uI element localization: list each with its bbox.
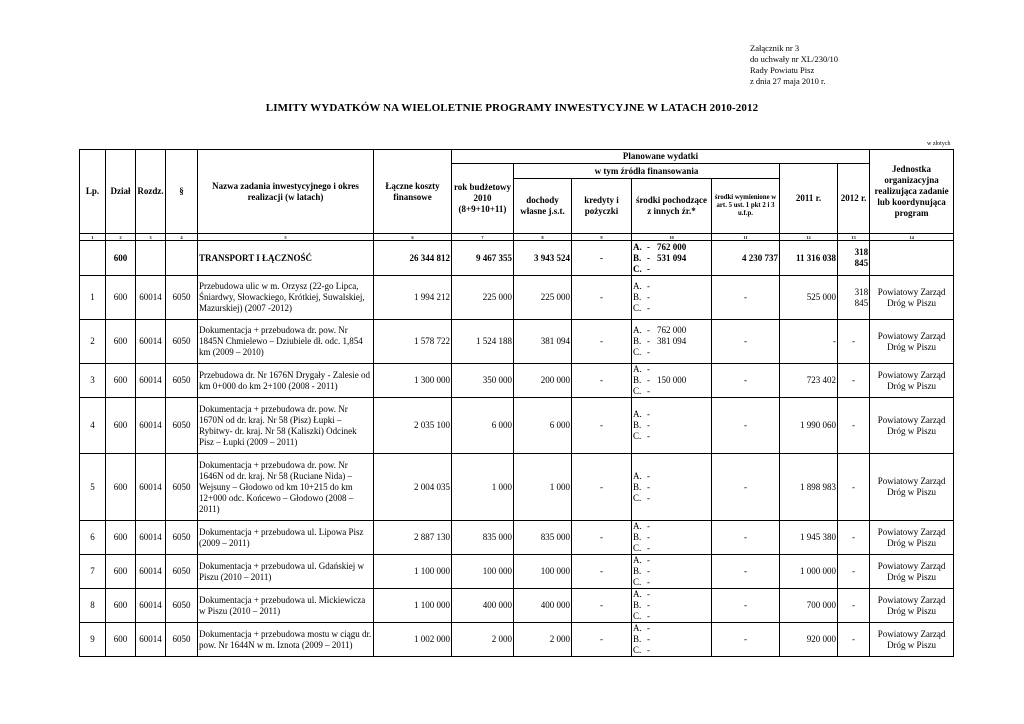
- dzial-cell: 600: [106, 623, 136, 657]
- dzial-cell: 600: [106, 364, 136, 398]
- source-letter: B.: [633, 420, 642, 430]
- paragraph-cell: 6050: [166, 364, 198, 398]
- source-letter: B.: [633, 634, 642, 644]
- year-2011-cell: -: [780, 320, 838, 364]
- task-name-cell: Przebudowa dr. Nr 1676N Drygały - Zalesie od km 0+000 do km 2+100 (2008 - 2011): [198, 364, 374, 398]
- source-letter: A.: [633, 521, 642, 531]
- paragraph-cell: 6050: [166, 398, 198, 454]
- own-income-cell: 2 000: [514, 623, 572, 657]
- source-line: [633, 253, 710, 264]
- task-name-cell: Dokumentacja + przebudowa mostu w ciągu dr. pow. Nr 1644N w m. Iznota (2009 – 2011): [198, 623, 374, 657]
- paragraph-cell: [166, 241, 198, 276]
- rozdz-cell: 60014: [136, 521, 166, 555]
- task-name-cell: Przebudowa ulic w m. Orzysz (22-go Lipca, Śniardwy, Słowackiego, Krótkiej, Suwalskiej, Mazurskiej) (2007 -2012): [198, 276, 374, 320]
- total-cost-cell: 1 994 212: [374, 276, 452, 320]
- paragraph-cell: 6050: [166, 521, 198, 555]
- source-line: [633, 336, 710, 347]
- header-2011: 2011 r.: [780, 164, 838, 234]
- year-2012-cell: -: [838, 555, 870, 589]
- column-number: 4: [166, 234, 198, 241]
- source-dash: -: [647, 303, 650, 313]
- source-letter: C.: [633, 347, 642, 357]
- source-letter: B.: [633, 375, 642, 385]
- attachment-line: Załącznik nr 3: [750, 43, 800, 53]
- source-letter: C.: [633, 492, 642, 503]
- year-2012-cell: -: [838, 364, 870, 398]
- source-line: [633, 281, 710, 292]
- own-income-cell: 400 000: [514, 589, 572, 623]
- other-sources-breakdown: [632, 241, 712, 276]
- header-task-name: Nazwa zadania inwestycyjnego i okres realizacji (w latach): [198, 150, 374, 234]
- header-total-cost: Łączne koszty finansowe: [374, 150, 452, 234]
- header-other-sources: środki pochodzące z innych źr.*: [632, 179, 712, 234]
- rozdz-cell: [136, 241, 166, 276]
- organization-cell: Powiatowy Zarząd Dróg w Piszu: [870, 555, 954, 589]
- column-number: 2: [106, 234, 136, 241]
- source-line: [633, 589, 710, 600]
- source-line: [633, 566, 710, 577]
- source-line: [633, 386, 710, 397]
- budget-year-cell: 225 000: [452, 276, 514, 320]
- budget-year-cell: 9 467 355: [452, 241, 514, 276]
- source-letter: C.: [633, 431, 642, 441]
- other-sources-breakdown: [632, 276, 712, 320]
- column-number: 13: [838, 234, 870, 241]
- source-line: [633, 634, 710, 645]
- source-line: [633, 375, 710, 386]
- source-line: [633, 577, 710, 588]
- year-2011-cell: 723 402: [780, 364, 838, 398]
- year-2011-cell: 11 316 038: [780, 241, 838, 276]
- dzial-cell: 600: [106, 589, 136, 623]
- total-cost-cell: 1 100 000: [374, 589, 452, 623]
- credits-cell: -: [572, 555, 632, 589]
- lp-cell: 3: [80, 364, 106, 398]
- source-letter: C.: [633, 303, 642, 313]
- own-income-cell: 3 943 524: [514, 241, 572, 276]
- source-dash: -: [647, 347, 650, 357]
- source-line: [633, 431, 710, 442]
- year-2011-cell: 1 898 983: [780, 454, 838, 521]
- task-name-cell: Dokumentacja + przebudowa ul. Gdańskiej w Piszu (2010 – 2011): [198, 555, 374, 589]
- organization-cell: Powiatowy Zarząd Dróg w Piszu: [870, 521, 954, 555]
- organization-cell: Powiatowy Zarząd Dróg w Piszu: [870, 364, 954, 398]
- source-letter: C.: [633, 611, 642, 621]
- column-number: 8: [514, 234, 572, 241]
- source-letter: B.: [633, 292, 642, 302]
- lp-cell: 4: [80, 398, 106, 454]
- lp-cell: 5: [80, 454, 106, 521]
- source-dash: -: [647, 263, 650, 274]
- credits-cell: -: [572, 241, 632, 276]
- column-number: 9: [572, 234, 632, 241]
- source-dash: -: [647, 420, 650, 430]
- art5-cell: -: [712, 555, 780, 589]
- lp-cell: [80, 241, 106, 276]
- year-2012-cell: 318 845: [838, 276, 870, 320]
- paragraph-cell: 6050: [166, 589, 198, 623]
- total-cost-cell: 1 578 722: [374, 320, 452, 364]
- source-letter: B.: [633, 566, 642, 576]
- organization-cell: Powiatowy Zarząd Dróg w Piszu: [870, 276, 954, 320]
- source-amount: 381 094: [657, 336, 687, 346]
- own-income-cell: 200 000: [514, 364, 572, 398]
- source-line: [633, 242, 710, 253]
- budget-year-cell: 350 000: [452, 364, 514, 398]
- source-dash: -: [647, 577, 650, 587]
- year-2011-cell: 700 000: [780, 589, 838, 623]
- total-cost-cell: 2 004 035: [374, 454, 452, 521]
- source-letter: A.: [633, 589, 642, 599]
- source-dash: -: [647, 364, 650, 374]
- budget-year-cell: 1 000: [452, 454, 514, 521]
- lp-cell: 1: [80, 276, 106, 320]
- source-line: [633, 482, 710, 493]
- task-name-cell: Dokumentacja + przebudowa dr. pow. Nr 1845N Chmielewo – Dziubiele dł. odc. 1,854 km (2009 – 2010): [198, 320, 374, 364]
- credits-cell: -: [572, 276, 632, 320]
- own-income-cell: 835 000: [514, 521, 572, 555]
- year-2012-cell: -: [838, 454, 870, 521]
- budget-year-cell: 835 000: [452, 521, 514, 555]
- column-number-row: [80, 234, 954, 241]
- other-sources-breakdown: [632, 320, 712, 364]
- source-letter: A.: [633, 623, 642, 633]
- source-dash: -: [647, 336, 650, 346]
- total-cost-cell: 1 300 000: [374, 364, 452, 398]
- source-dash: -: [647, 543, 650, 553]
- source-amount: 150 000: [657, 375, 687, 385]
- dzial-cell: 600: [106, 521, 136, 555]
- source-dash: -: [647, 386, 650, 396]
- art5-cell: -: [712, 589, 780, 623]
- summary-row: [80, 241, 954, 276]
- table-row: [80, 521, 954, 555]
- source-dash: -: [647, 521, 650, 531]
- header-lp: Lp.: [80, 150, 106, 234]
- art5-cell: 4 230 737: [712, 241, 780, 276]
- rozdz-cell: 60014: [136, 454, 166, 521]
- credits-cell: -: [572, 320, 632, 364]
- source-letter: B.: [633, 336, 642, 346]
- art5-cell: -: [712, 521, 780, 555]
- column-number: 11: [712, 234, 780, 241]
- lp-cell: 2: [80, 320, 106, 364]
- table-row: [80, 398, 954, 454]
- attachment-line: do uchwały nr XL/230/10: [750, 54, 839, 64]
- art5-cell: -: [712, 364, 780, 398]
- currency-unit: w złotych: [927, 141, 951, 147]
- source-dash: -: [647, 325, 650, 335]
- source-dash: -: [647, 409, 650, 419]
- other-sources-breakdown: [632, 589, 712, 623]
- attachment-line: z dnia 27 maja 2010 r.: [750, 76, 826, 86]
- other-sources-breakdown: [632, 521, 712, 555]
- year-2011-cell: 1 000 000: [780, 555, 838, 589]
- table-row: [80, 555, 954, 589]
- source-line: [633, 325, 710, 336]
- other-sources-breakdown: [632, 398, 712, 454]
- dzial-cell: 600: [106, 454, 136, 521]
- year-2011-cell: 1 990 060: [780, 398, 838, 454]
- other-sources-breakdown: [632, 555, 712, 589]
- art5-cell: -: [712, 398, 780, 454]
- source-line: [633, 600, 710, 611]
- source-letter: A.: [633, 364, 642, 374]
- header-planned-expenses: Planowane wydatki: [452, 150, 870, 164]
- credits-cell: -: [572, 398, 632, 454]
- source-dash: -: [647, 555, 650, 565]
- source-dash: -: [647, 623, 650, 633]
- source-dash: -: [647, 292, 650, 302]
- source-line: [633, 493, 710, 504]
- organization-cell: Powiatowy Zarząd Dróg w Piszu: [870, 398, 954, 454]
- credits-cell: -: [572, 454, 632, 521]
- source-letter: B.: [633, 252, 642, 263]
- header-budget-year: rok budżetowy 2010 (8+9+10+11): [452, 164, 514, 234]
- rozdz-cell: 60014: [136, 589, 166, 623]
- source-letter: B.: [633, 600, 642, 610]
- own-income-cell: 6 000: [514, 398, 572, 454]
- table-row: [80, 623, 954, 657]
- header-funding-sources: w tym źródła finansowania: [514, 164, 780, 179]
- art5-cell: -: [712, 623, 780, 657]
- paragraph-cell: 6050: [166, 555, 198, 589]
- dzial-cell: 600: [106, 241, 136, 276]
- source-letter: C.: [633, 386, 642, 396]
- source-dash: -: [647, 611, 650, 621]
- column-number: 14: [870, 234, 954, 241]
- source-dash: -: [647, 589, 650, 599]
- art5-cell: -: [712, 454, 780, 521]
- organization-cell: Powiatowy Zarząd Dróg w Piszu: [870, 589, 954, 623]
- organization-cell: [870, 241, 954, 276]
- total-cost-cell: 2 887 130: [374, 521, 452, 555]
- total-cost-cell: 1 002 000: [374, 623, 452, 657]
- source-letter: A.: [633, 241, 642, 252]
- column-number: 7: [452, 234, 514, 241]
- budget-year-cell: 1 524 188: [452, 320, 514, 364]
- header-rozdz: Rozdz.: [136, 150, 166, 234]
- source-letter: A.: [633, 281, 642, 291]
- table-row: [80, 454, 954, 521]
- task-name-cell: Dokumentacja + przebudowa dr. pow. Nr 1670N od dr. kraj. Nr 58 (Pisz) Łupki – Rybitwy- dr. kraj. Nr 58 (Kaliszki) Odcinek Pisz – Łupki (2009 – 2011): [198, 398, 374, 454]
- source-dash: -: [647, 481, 650, 492]
- paragraph-cell: 6050: [166, 320, 198, 364]
- year-2012-cell: -: [838, 398, 870, 454]
- source-letter: C.: [633, 543, 642, 553]
- lp-cell: 7: [80, 555, 106, 589]
- art5-cell: -: [712, 320, 780, 364]
- budget-year-cell: 100 000: [452, 555, 514, 589]
- lp-cell: 8: [80, 589, 106, 623]
- source-letter: B.: [633, 532, 642, 542]
- header-dzial: Dział: [106, 150, 136, 234]
- budget-year-cell: 6 000: [452, 398, 514, 454]
- credits-cell: -: [572, 364, 632, 398]
- source-dash: -: [647, 532, 650, 542]
- task-name-cell: TRANSPORT I ŁĄCZNOŚĆ: [198, 241, 374, 276]
- budget-year-cell: 2 000: [452, 623, 514, 657]
- credits-cell: -: [572, 623, 632, 657]
- dzial-cell: 600: [106, 398, 136, 454]
- year-2011-cell: 920 000: [780, 623, 838, 657]
- total-cost-cell: 1 100 000: [374, 555, 452, 589]
- source-letter: A.: [633, 470, 642, 481]
- source-line: [633, 409, 710, 420]
- table-row: [80, 364, 954, 398]
- year-2012-cell: -: [838, 521, 870, 555]
- year-2012-cell: -: [838, 589, 870, 623]
- task-name-cell: Dokumentacja + przebudowa dr. pow. Nr 1646N od dr. kraj. Nr 58 (Ruciane Nida) – Wejsuny – Głodowo od km 10+215 do km 12+000 odc. Końcewo – Głodowo (2008 – 2011): [198, 454, 374, 521]
- source-line: [633, 555, 710, 566]
- source-dash: -: [647, 566, 650, 576]
- source-amount: 531 094: [657, 252, 687, 263]
- source-amount: 762 000: [657, 325, 687, 335]
- header-art5-funds: środki wymienione w art. 5 ust. 1 pkt 2 i 3 u.f.p.: [712, 179, 780, 234]
- column-number: 5: [198, 234, 374, 241]
- document-title: LIMITY WYDATKÓW NA WIELOLETNIE PROGRAMY INWESTYCYJNE W LATACH 2010-2012: [265, 102, 759, 114]
- rozdz-cell: 60014: [136, 276, 166, 320]
- budget-year-cell: 400 000: [452, 589, 514, 623]
- source-line: [633, 645, 710, 656]
- total-cost-cell: 2 035 100: [374, 398, 452, 454]
- source-line: [633, 471, 710, 482]
- source-amount: 762 000: [657, 241, 687, 252]
- table-row: [80, 589, 954, 623]
- own-income-cell: 1 000: [514, 454, 572, 521]
- column-number: 1: [80, 234, 106, 241]
- other-sources-breakdown: [632, 623, 712, 657]
- paragraph-cell: 6050: [166, 623, 198, 657]
- header-paragraph: §: [166, 150, 198, 234]
- rozdz-cell: 60014: [136, 555, 166, 589]
- source-dash: -: [647, 375, 650, 385]
- source-line: [633, 521, 710, 532]
- source-dash: -: [647, 281, 650, 291]
- source-line: [633, 543, 710, 554]
- attachment-line: Rady Powiatu Pisz: [750, 65, 815, 75]
- source-line: [633, 532, 710, 543]
- year-2012-cell: -: [838, 320, 870, 364]
- source-letter: A.: [633, 325, 642, 335]
- source-line: [633, 303, 710, 314]
- year-2011-cell: 525 000: [780, 276, 838, 320]
- task-name-cell: Dokumentacja + przebudowa ul. Mickiewicza w Piszu (2010 – 2011): [198, 589, 374, 623]
- year-2012-cell: 318 845: [838, 241, 870, 276]
- source-letter: C.: [633, 645, 642, 655]
- source-line: [633, 420, 710, 431]
- source-dash: -: [647, 431, 650, 441]
- dzial-cell: 600: [106, 555, 136, 589]
- rozdz-cell: 60014: [136, 623, 166, 657]
- total-cost-cell: 26 344 812: [374, 241, 452, 276]
- year-2011-cell: 1 945 380: [780, 521, 838, 555]
- source-line: [633, 623, 710, 634]
- source-letter: A.: [633, 555, 642, 565]
- source-line: [633, 292, 710, 303]
- table-row: [80, 276, 954, 320]
- art5-cell: -: [712, 276, 780, 320]
- own-income-cell: 225 000: [514, 276, 572, 320]
- source-dash: -: [647, 241, 650, 252]
- own-income-cell: 381 094: [514, 320, 572, 364]
- investment-limits-table: [79, 149, 954, 657]
- year-2012-cell: -: [838, 623, 870, 657]
- rozdz-cell: 60014: [136, 320, 166, 364]
- organization-cell: Powiatowy Zarząd Dróg w Piszu: [870, 454, 954, 521]
- source-dash: -: [647, 470, 650, 481]
- dzial-cell: 600: [106, 276, 136, 320]
- source-dash: -: [647, 252, 650, 263]
- table-row: [80, 320, 954, 364]
- dzial-cell: 600: [106, 320, 136, 364]
- source-line: [633, 611, 710, 622]
- column-number: 12: [780, 234, 838, 241]
- organization-cell: Powiatowy Zarząd Dróg w Piszu: [870, 320, 954, 364]
- source-letter: C.: [633, 577, 642, 587]
- header-2012: 2012 r.: [838, 164, 870, 234]
- header-credits: kredyty i pożyczki: [572, 179, 632, 234]
- organization-cell: Powiatowy Zarząd Dróg w Piszu: [870, 623, 954, 657]
- paragraph-cell: 6050: [166, 454, 198, 521]
- source-letter: A.: [633, 409, 642, 419]
- attachment-note: [750, 43, 838, 87]
- source-dash: -: [647, 645, 650, 655]
- lp-cell: 9: [80, 623, 106, 657]
- own-income-cell: 100 000: [514, 555, 572, 589]
- source-dash: -: [647, 634, 650, 644]
- column-number: 3: [136, 234, 166, 241]
- paragraph-cell: 6050: [166, 276, 198, 320]
- rozdz-cell: 60014: [136, 398, 166, 454]
- other-sources-breakdown: [632, 454, 712, 521]
- lp-cell: 6: [80, 521, 106, 555]
- task-name-cell: Dokumentacja + przebudowa ul. Lipowa Pisz (2009 – 2011): [198, 521, 374, 555]
- source-dash: -: [647, 492, 650, 503]
- credits-cell: -: [572, 589, 632, 623]
- other-sources-breakdown: [632, 364, 712, 398]
- rozdz-cell: 60014: [136, 364, 166, 398]
- header-own-income: dochody własne j.s.t.: [514, 179, 572, 234]
- source-line: [633, 364, 710, 375]
- column-number: 6: [374, 234, 452, 241]
- source-dash: -: [647, 600, 650, 610]
- source-letter: C.: [633, 263, 642, 274]
- source-letter: B.: [633, 481, 642, 492]
- header-organization: Jednostka organizacyjna realizująca zadanie lub koordynująca program: [870, 150, 954, 234]
- column-number: 10: [632, 234, 712, 241]
- source-line: [633, 264, 710, 275]
- credits-cell: -: [572, 521, 632, 555]
- source-line: [633, 347, 710, 358]
